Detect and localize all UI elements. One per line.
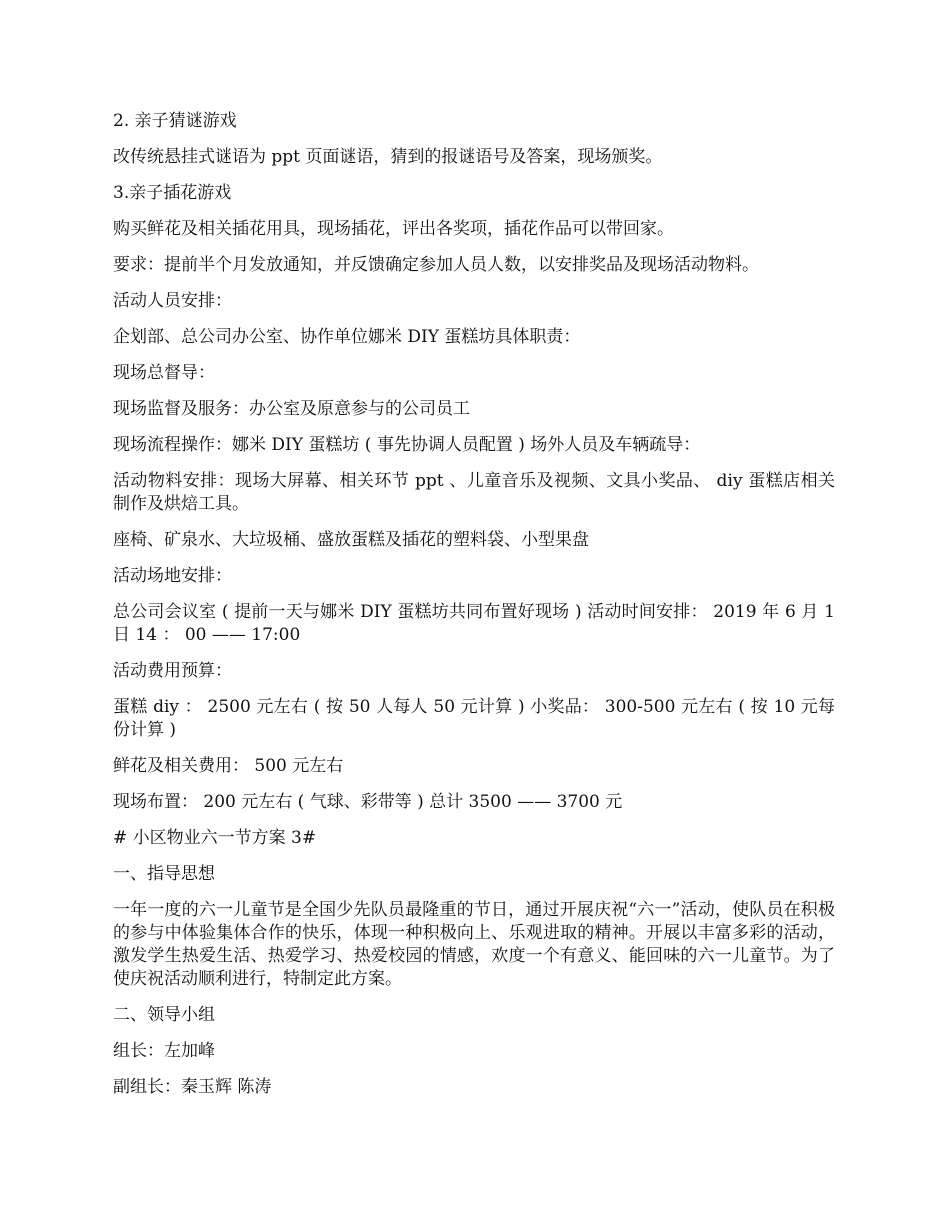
paragraph-chief-supervisor: 现场总督导： [113,363,215,383]
paragraph-venue-arrangement: 活动场地安排： [113,566,232,586]
paragraph-process-operation: 现场流程操作：娜米 DIY 蛋糕坊 ( 事先协调人员配置 ) 场外人员及车辆疏导： [113,435,701,455]
paragraph-budget-flowers: 鲜花及相关费用： 500 元左右 [113,756,344,776]
section-heading-flower-game: 3.亲子插花游戏 [113,183,232,203]
paragraph-riddle-description: 改传统悬挂式谜语为 ppt 页面谜语，猜到的报谜语号及答案，现场颁奖。 [113,147,663,167]
paragraph-budget-cake: 蛋糕 diy ： 2500 元左右 ( 按 50 人每人 50 元计算 ) 小奖品： 300-500 元左右 ( 按 10 元每份计算 ) [113,697,835,740]
paragraph-departments: 企划部、总公司办公室、协作单位娜米 DIY 蛋糕坊具体职责： [113,327,581,347]
document-body [113,110,835,1112]
section-heading-riddle-game: 2. 亲子猜谜游戏 [113,111,237,131]
paragraph-staff-arrangement: 活动人员安排： [113,291,232,311]
paragraph-flower-description: 购买鲜花及相关插花用具，现场插花，评出各奖项，插花作品可以带回家。 [113,219,674,239]
paragraph-deputy-leaders: 副组长：秦玉辉 陈涛 [113,1077,272,1097]
paragraph-guiding-ideology: 一年一度的六一儿童节是全国少先队员最隆重的节日，通过开展庆祝“六一”活动，使队员在积极的参与中体验集体合作的快乐，体现一种积极向上、乐观进取的精神。开展以丰富多彩的活动，激发学生热爱生活、热爱学习、热爱校园的情感，欢度一个有意义、能回味的六一儿童节。为了使庆祝活动顺利进行，特制定此方案。 [113,900,835,989]
paragraph-budget-heading: 活动费用预算： [113,661,232,681]
paragraph-budget-total: 现场布置： 200 元左右 ( 气球、彩带等 ) 总计 3500 —— 3700 元 [113,792,623,812]
section-title-plan-3: # 小区物业六一节方案 3# [113,828,317,848]
paragraph-materials-list: 座椅、矿泉水、大垃圾桶、盛放蛋糕及插花的塑料袋、小型果盘 [113,530,589,550]
section-heading-guiding-ideology: 一、指导思想 [113,864,215,884]
paragraph-materials: 活动物料安排：现场大屏幕、相关环节 ppt 、儿童音乐及视频、文具小奖品、 diy 蛋糕店相关制作及烘焙工具。 [113,471,835,514]
paragraph-group-leader: 组长：左加峰 [113,1041,215,1061]
paragraph-requirements: 要求：提前半个月发放通知，并反馈确定参加人员人数，以安排奖品及现场活动物料。 [113,255,759,275]
paragraph-supervision-service: 现场监督及服务：办公室及原意参与的公司员工 [113,399,470,419]
paragraph-venue-time: 总公司会议室 ( 提前一天与娜米 DIY 蛋糕坊共同布置好现场 ) 活动时间安排： 2019 年 6 月 1 日 14 ： 00 —— 17:00 [113,602,835,645]
section-heading-leadership-group: 二、领导小组 [113,1005,215,1025]
